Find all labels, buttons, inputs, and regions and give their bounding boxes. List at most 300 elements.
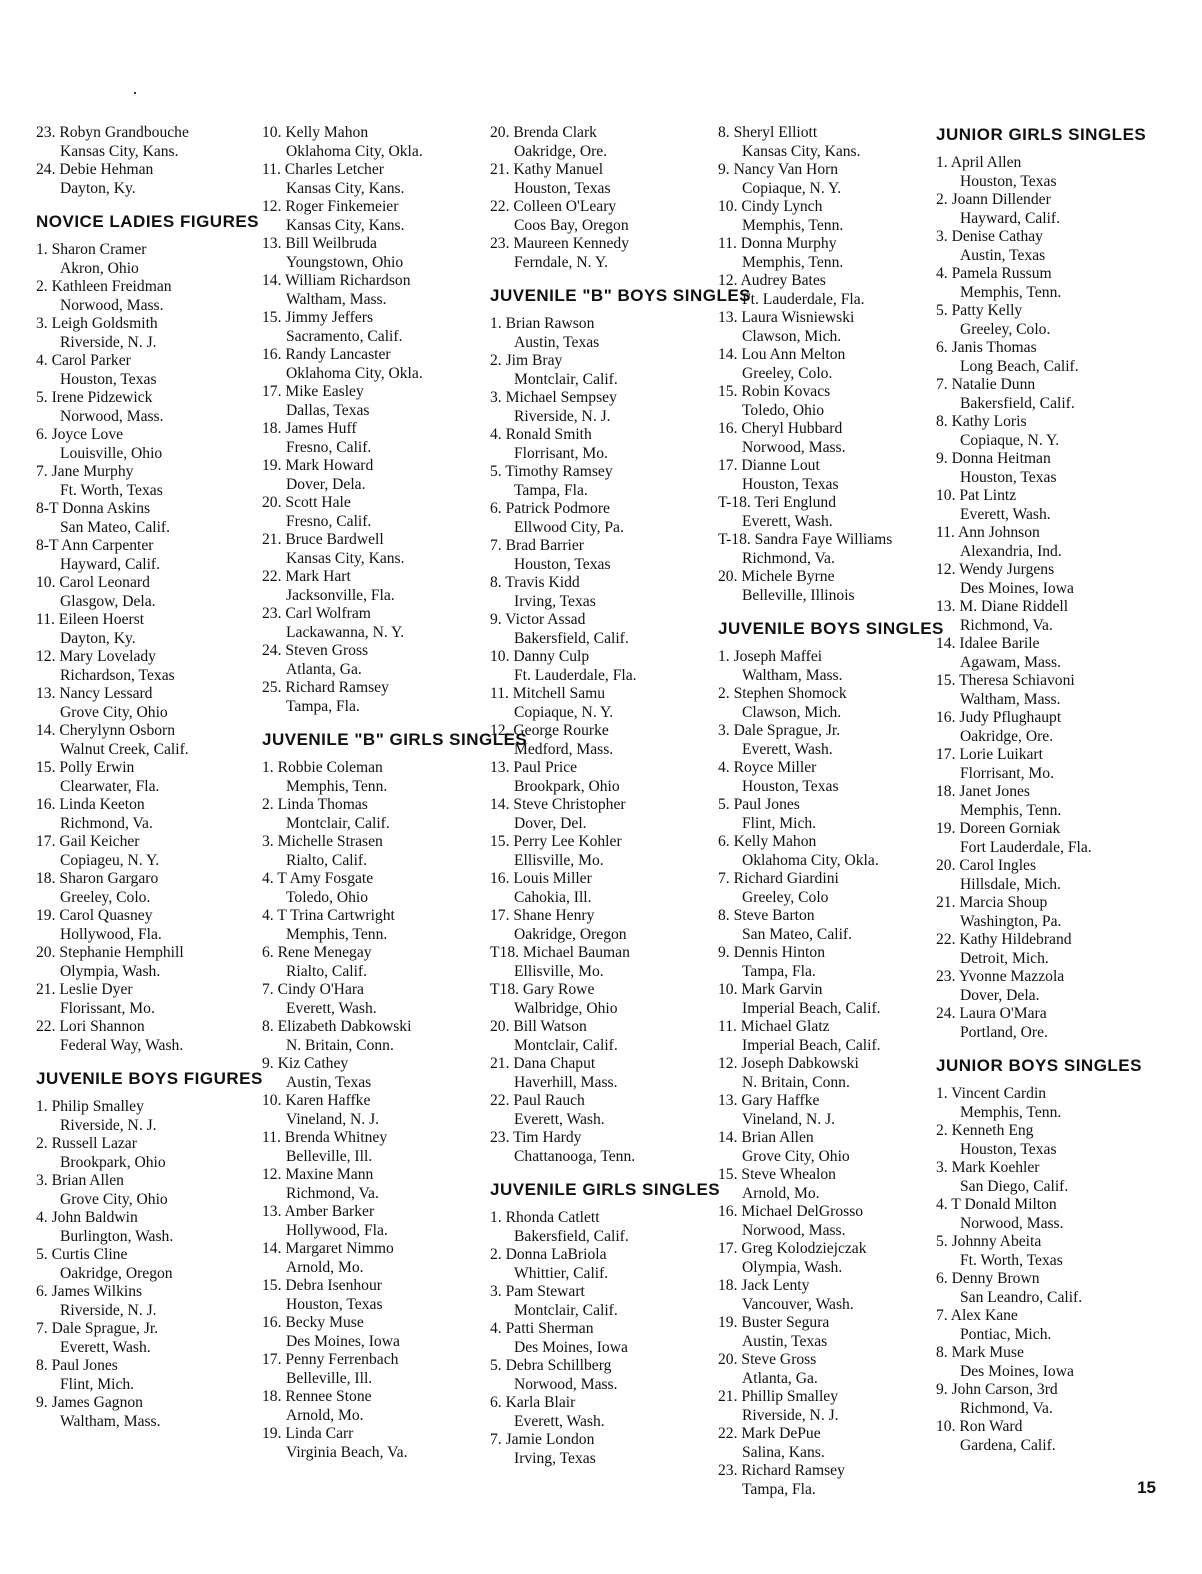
skater-name: 13. Paul Price [490,759,578,776]
skater-name: 3. Dale Sprague, Jr. [718,722,841,739]
skater-location: Fort Lauderdale, Fla. [960,838,1092,856]
skater-location: Florrisant, Mo. [514,444,608,462]
result-entry [36,278,236,315]
skater-name: 22. Paul Rauch [490,1092,585,1109]
skater-location: Everett, Wash. [286,999,377,1017]
skater-name: 11. Mitchell Samu [490,685,606,702]
skater-name: 12. Wendy Jurgens [936,561,1055,578]
skater-location: Houston, Texas [960,468,1057,486]
skater-location: Copiaque, N. Y. [960,431,1060,449]
skater-location: Des Moines, Iowa [286,1332,400,1350]
skater-location: Arnold, Mo. [286,1406,364,1424]
skater-name: 5. Timothy Ramsey [490,463,613,480]
skater-location: Oklahoma City, Okla. [742,851,879,869]
skater-location: N. Britain, Conn. [286,1036,394,1054]
skater-location: Des Moines, Iowa [960,579,1074,597]
result-entry [490,1320,710,1357]
result-entry [936,191,1136,228]
skater-name: 8-T Donna Askins [36,500,151,517]
skater-name: 22. Mark Hart [262,568,351,585]
column-4 [718,124,944,1499]
skater-name: 25. Richard Ramsey [262,679,389,696]
result-entry [936,413,1136,450]
skater-name: 21. Phillip Smalley [718,1388,838,1405]
skater-location: Vancouver, Wash. [742,1295,854,1313]
skater-location: Imperial Beach, Calif. [742,1036,881,1054]
skater-name: 4. T Donald Milton [936,1196,1057,1213]
result-entry [262,605,472,642]
skater-name: 12. Audrey Bates [718,272,826,289]
section-heading: JUVENILE "B" BOYS SINGLES [490,286,752,305]
skater-name: 20. Stephanie Hemphill [36,944,184,961]
result-entry [718,981,933,1018]
skater-name: 6. Karla Blair [490,1394,576,1411]
skater-name: 22. Colleen O'Leary [490,198,617,215]
skater-location: Toledo, Ohio [742,401,825,419]
skater-location: Kansas City, Kans. [742,142,861,160]
result-entry [36,759,236,796]
skater-name: 7. Alex Kane [936,1307,1018,1324]
result-entry [36,1283,236,1320]
skater-name: 14. Cherylynn Osborn [36,722,176,739]
result-entry [490,1055,710,1092]
result-entry [36,1320,236,1357]
skater-location: Ft. Worth, Texas [60,481,163,499]
skater-location: Ferndale, N. Y. [514,253,608,271]
result-entry [262,1166,472,1203]
skater-name: 7. Dale Sprague, Jr. [36,1320,159,1337]
section-heading: JUVENILE BOYS FIGURES [36,1069,263,1088]
skater-location: Houston, Texas [960,1140,1057,1158]
result-entry [36,1357,236,1394]
skater-name: 9. John Carson, 3rd [936,1381,1058,1398]
skater-name: 10. Ron Ward [936,1418,1023,1435]
result-entry [718,346,933,383]
skater-name: 4. Royce Miller [718,759,817,776]
skater-name: 18. James Huff [262,420,357,437]
section-heading: JUNIOR GIRLS SINGLES [936,125,1147,144]
skater-name: 11. Donna Murphy [718,235,837,252]
skater-name: 4. T Trina Cartwright [262,907,395,924]
result-entry [936,524,1136,561]
skater-location: Richmond, Va. [960,1399,1053,1417]
skater-name: 12. Joseph Dabkowski [718,1055,859,1072]
skater-location: Ft. Lauderdale, Fla. [514,666,637,684]
skater-name: 15. Theresa Schiavoni [936,672,1075,689]
skater-name: 16. Becky Muse [262,1314,364,1331]
skater-name: 9. Dennis Hinton [718,944,825,961]
skater-name: 2. Joann Dillender [936,191,1051,208]
skater-location: Houston, Texas [514,179,611,197]
skater-location: Ellisville, Mo. [514,851,604,869]
skater-location: San Mateo, Calif. [742,925,853,943]
result-entry [936,857,1136,894]
skater-location: Ft. Lauderdale, Fla. [742,290,865,308]
skater-name: 5. Curtis Cline [36,1246,128,1263]
skater-location: Kansas City, Kans. [286,216,405,234]
skater-name: 5. Johnny Abeita [936,1233,1042,1250]
skater-location: Fresno, Calif. [286,512,372,530]
skater-location: Everett, Wash. [742,740,833,758]
skater-name: T-18. Teri Englund [718,494,837,511]
skater-location: Memphis, Tenn. [286,777,388,795]
skater-location: Rialto, Calif. [286,962,367,980]
result-entry [262,383,472,420]
skater-name: 20. Scott Hale [262,494,351,511]
skater-location: Oakridge, Oregon [514,925,627,943]
skater-name: 18. Janet Jones [936,783,1030,800]
skater-name: 11. Eileen Hoerst [36,611,145,628]
skater-location: Norwood, Mass. [60,296,164,314]
skater-name: 7. Richard Giardini [718,870,839,887]
skater-name: 3. Mark Koehler [936,1159,1040,1176]
result-entry [36,315,236,352]
result-entry [936,1085,1136,1122]
skater-name: 14. Lou Ann Melton [718,346,846,363]
skater-name: 22. Kathy Hildebrand [936,931,1072,948]
result-entry [490,1018,710,1055]
skater-name: 16. Cheryl Hubbard [718,420,843,437]
skater-location: Hayward, Calif. [60,555,161,573]
skater-location: Tampa, Fla. [742,962,816,980]
skater-name: 9. James Gagnon [36,1394,143,1411]
skater-location: Medford, Mass. [514,740,614,758]
skater-name: 10. Kelly Mahon [262,124,369,141]
result-entry [936,894,1136,931]
result-entry [490,161,710,198]
result-entry [718,648,933,685]
skater-location: Waltham, Mass. [286,290,387,308]
skater-name: 8-T Ann Carpenter [36,537,154,554]
skater-name: 12. George Rourke [490,722,609,739]
skater-name: 15. Polly Erwin [36,759,135,776]
skater-name: 9. Nancy Van Horn [718,161,839,178]
skater-name: 7. Jamie London [490,1431,595,1448]
skater-location: Rialto, Calif. [286,851,367,869]
result-entry [36,907,236,944]
result-entry [718,1351,933,1388]
speck [134,92,136,94]
skater-location: Florrisant, Mo. [960,764,1054,782]
result-entry [490,796,710,833]
result-entry [490,833,710,870]
result-entry [718,272,933,309]
page-number: 15 [1137,1478,1156,1497]
result-entry [490,759,710,796]
result-entry [490,574,710,611]
result-entry [490,1092,710,1129]
result-entry [718,1166,933,1203]
skater-location: Austin, Texas [514,333,600,351]
skater-location: Houston, Texas [960,172,1057,190]
result-entry [936,635,1136,672]
result-entry [36,870,236,907]
result-entry [36,1018,236,1055]
result-entry [936,154,1136,191]
skater-name: 14. Steve Christopher [490,796,626,813]
skater-location: Imperial Beach, Calif. [742,999,881,1017]
skater-name: 3. Leigh Goldsmith [36,315,158,332]
skater-location: Montclair, Calif. [514,1036,618,1054]
skater-name: 9. Victor Assad [490,611,586,628]
result-entry [490,870,710,907]
result-entry [936,1344,1136,1381]
skater-name: 5. Patty Kelly [936,302,1023,319]
skater-location: San Leandro, Calif. [960,1288,1083,1306]
skater-location: Austin, Texas [742,1332,828,1350]
result-entry [718,1129,933,1166]
skater-location: Oklahoma City, Okla. [286,142,423,160]
skater-name: 4. Ronald Smith [490,426,592,443]
skater-name: 20. Steve Gross [718,1351,817,1368]
skater-name: 21. Kathy Manuel [490,161,604,178]
result-entry [936,968,1136,1005]
skater-location: Houston, Texas [286,1295,383,1313]
skater-location: Bakersfield, Calif. [960,394,1075,412]
skater-location: Kansas City, Kans. [286,549,405,567]
skater-name: 5. Irene Pidzewick [36,389,153,406]
section-heading: JUVENILE GIRLS SINGLES [490,1180,721,1199]
result-entry [36,574,236,611]
skater-name: 2. Stephen Shomock [718,685,847,702]
skater-location: Sacramento, Calif. [286,327,403,345]
skater-location: Montclair, Calif. [286,814,390,832]
skater-name: 23. Tim Hardy [490,1129,582,1146]
skater-name: 5. Debra Schillberg [490,1357,612,1374]
skater-location: Clawson, Mich. [742,703,842,721]
result-entry [490,537,710,574]
skater-location: Bakersfield, Calif. [514,629,629,647]
skater-location: Greeley, Colo. [742,364,833,382]
result-entry [490,1394,710,1431]
skater-name: 7. Natalie Dunn [936,376,1036,393]
skater-name: 2. Donna LaBriola [490,1246,607,1263]
skater-name: 7. Brad Barrier [490,537,584,554]
skater-name: 11. Michael Glatz [718,1018,830,1035]
skater-location: Norwood, Mass. [60,407,164,425]
skater-location: Richmond, Va. [60,814,153,832]
result-entry [36,611,236,648]
result-entry [490,235,710,272]
skater-name: 23. Maureen Kennedy [490,235,629,252]
skater-location: Everett, Wash. [960,505,1051,523]
result-entry [262,1425,472,1462]
section-heading: JUVENILE "B" GIRLS SINGLES [262,730,528,749]
skater-name: 12. Roger Finkemeier [262,198,399,215]
skater-location: Lackawanna, N. Y. [286,623,405,641]
result-entry [262,1388,472,1425]
result-entry [936,598,1136,635]
result-entry [262,1055,472,1092]
skater-location: Norwood, Mass. [960,1214,1064,1232]
result-entry [490,1209,710,1246]
skater-location: Tampa, Fla. [286,697,360,715]
skater-name: 23. Robyn Grandbouche [36,124,189,141]
skater-location: Detroit, Mich. [960,949,1049,967]
skater-location: Oklahoma City, Okla. [286,364,423,382]
result-entry [490,611,710,648]
skater-name: 2. Russell Lazar [36,1135,137,1152]
skater-name: 17. Mike Easley [262,383,364,400]
result-entry [936,1196,1136,1233]
skater-name: 18. Sharon Gargaro [36,870,159,887]
result-entry [36,1098,236,1135]
skater-location: Pontiac, Mich. [960,1325,1052,1343]
skater-location: Houston, Texas [514,555,611,573]
skater-location: Everett, Wash. [742,512,833,530]
skater-location: Greeley, Colo. [960,320,1051,338]
result-entry [262,1314,472,1351]
skater-location: Oakridge, Oregon [60,1264,173,1282]
result-entry [718,722,933,759]
skater-location: Long Beach, Calif. [960,357,1079,375]
result-entry [490,124,710,161]
result-entry [936,1233,1136,1270]
result-entry [936,820,1136,857]
skater-name: 10. Mark Garvin [718,981,823,998]
skater-location: Des Moines, Iowa [514,1338,628,1356]
skater-name: 13. Nancy Lessard [36,685,153,702]
skater-name: 10. Danny Culp [490,648,590,665]
skater-name: 23. Carl Wolfram [262,605,371,622]
skater-name: 21. Dana Chaput [490,1055,596,1072]
skater-location: Greeley, Colo. [60,888,151,906]
skater-location: Brookpark, Ohio [514,777,620,795]
result-entry [490,426,710,463]
skater-name: 14. William Richardson [262,272,411,289]
skater-name: 1. Rhonda Catlett [490,1209,600,1226]
result-entry [36,1209,236,1246]
skater-location: Richmond, Va. [960,616,1053,634]
section-heading: JUNIOR BOYS SINGLES [936,1056,1142,1075]
skater-location: Houston, Texas [742,777,839,795]
skater-name: 3. Pam Stewart [490,1283,585,1300]
skater-location: Toledo, Ohio [286,888,369,906]
result-entry [936,709,1136,746]
skater-name: 13. Laura Wisniewski [718,309,855,326]
result-entry [490,1246,710,1283]
result-entry [718,383,933,420]
skater-name: 17. Dianne Lout [718,457,820,474]
result-entry [936,1122,1136,1159]
result-entry [36,241,236,278]
skater-location: Richmond, Va. [742,549,835,567]
result-entry [718,796,933,833]
result-entry [262,346,472,383]
skater-name: 3. Michael Sempsey [490,389,617,406]
skater-name: 3. Denise Cathay [936,228,1043,245]
skater-location: Atlanta, Ga. [742,1369,818,1387]
result-entry [490,1431,710,1468]
skater-name: 10. Karen Haffke [262,1092,371,1109]
skater-name: 13. M. Diane Riddell [936,598,1069,615]
skater-name: 18. Rennee Stone [262,1388,372,1405]
result-entry [262,642,472,679]
skater-name: T-18. Sandra Faye Williams [718,531,893,548]
result-entry [718,1462,933,1499]
result-entry [936,376,1136,413]
result-entry [718,420,933,457]
skater-name: 8. Sheryl Elliott [718,124,818,141]
skater-location: Gardena, Calif. [960,1436,1056,1454]
result-entry [262,1092,472,1129]
skater-location: Dayton, Ky. [60,179,136,197]
skater-location: Memphis, Tenn. [960,283,1062,301]
skater-name: 6. Denny Brown [936,1270,1040,1287]
skater-name: 11. Charles Letcher [262,161,384,178]
skater-name: 4. Patti Sherman [490,1320,594,1337]
skater-name: 10. Pat Lintz [936,487,1017,504]
skater-location: Riverside, N. J. [514,407,611,425]
skater-name: 16. Randy Lancaster [262,346,391,363]
skater-location: Coos Bay, Oregon [514,216,629,234]
skater-location: Everett, Wash. [514,1110,605,1128]
skater-name: 10. Cindy Lynch [718,198,823,215]
skater-location: Norwood, Mass. [742,1221,846,1239]
skater-location: Kansas City, Kans. [286,179,405,197]
skater-name: 16. Michael DelGrosso [718,1203,864,1220]
skater-location: Washington, Pa. [960,912,1062,930]
skater-name: 6. Joyce Love [36,426,124,443]
result-entry [718,457,933,494]
result-entry [262,420,472,457]
skater-location: Glasgow, Dela. [60,592,156,610]
skater-name: 21. Bruce Bardwell [262,531,384,548]
result-entry [262,679,472,716]
result-entry [262,1277,472,1314]
result-entry [490,1129,710,1166]
skater-location: Richmond, Va. [286,1184,379,1202]
skater-location: Agawam, Mass. [960,653,1061,671]
skater-name: 4. Pamela Russum [936,265,1052,282]
skater-location: Oakridge, Ore. [514,142,608,160]
skater-name: 21. Leslie Dyer [36,981,133,998]
result-entry [718,1240,933,1277]
skater-location: Olympia, Wash. [60,962,161,980]
skater-location: Memphis, Tenn. [286,925,388,943]
skater-location: Dover, Del. [514,814,587,832]
skater-location: Chattanooga, Tenn. [514,1147,636,1165]
skater-location: N. Britain, Conn. [742,1073,850,1091]
result-entry [936,746,1136,783]
result-entry [262,1203,472,1240]
result-entry [936,302,1136,339]
result-entry [262,568,472,605]
result-entry [36,1135,236,1172]
skater-location: Memphis, Tenn. [742,253,844,271]
skater-name: 15. Perry Lee Kohler [490,833,622,850]
skater-name: 16. Linda Keeton [36,796,145,813]
skater-location: Virginia Beach, Va. [286,1443,408,1461]
skater-location: Portland, Ore. [960,1023,1048,1041]
result-entry [936,783,1136,820]
skater-location: Flint, Mich. [60,1375,135,1393]
result-entry [262,161,472,198]
skater-location: Atlanta, Ga. [286,660,362,678]
skater-location: Vineland, N. J. [286,1110,380,1128]
skater-name: 17. Lorie Luikart [936,746,1043,763]
skater-name: 16. Louis Miller [490,870,592,887]
skater-name: 13. Amber Barker [262,1203,375,1220]
skater-name: 11. Ann Johnson [936,524,1040,541]
result-entry [718,1314,933,1351]
result-entry [718,1203,933,1240]
result-entry [718,1055,933,1092]
result-entry [36,352,236,389]
result-entry [36,161,236,198]
skater-name: 20. Michele Byrne [718,568,835,585]
skater-name: 8. Kathy Loris [936,413,1027,430]
